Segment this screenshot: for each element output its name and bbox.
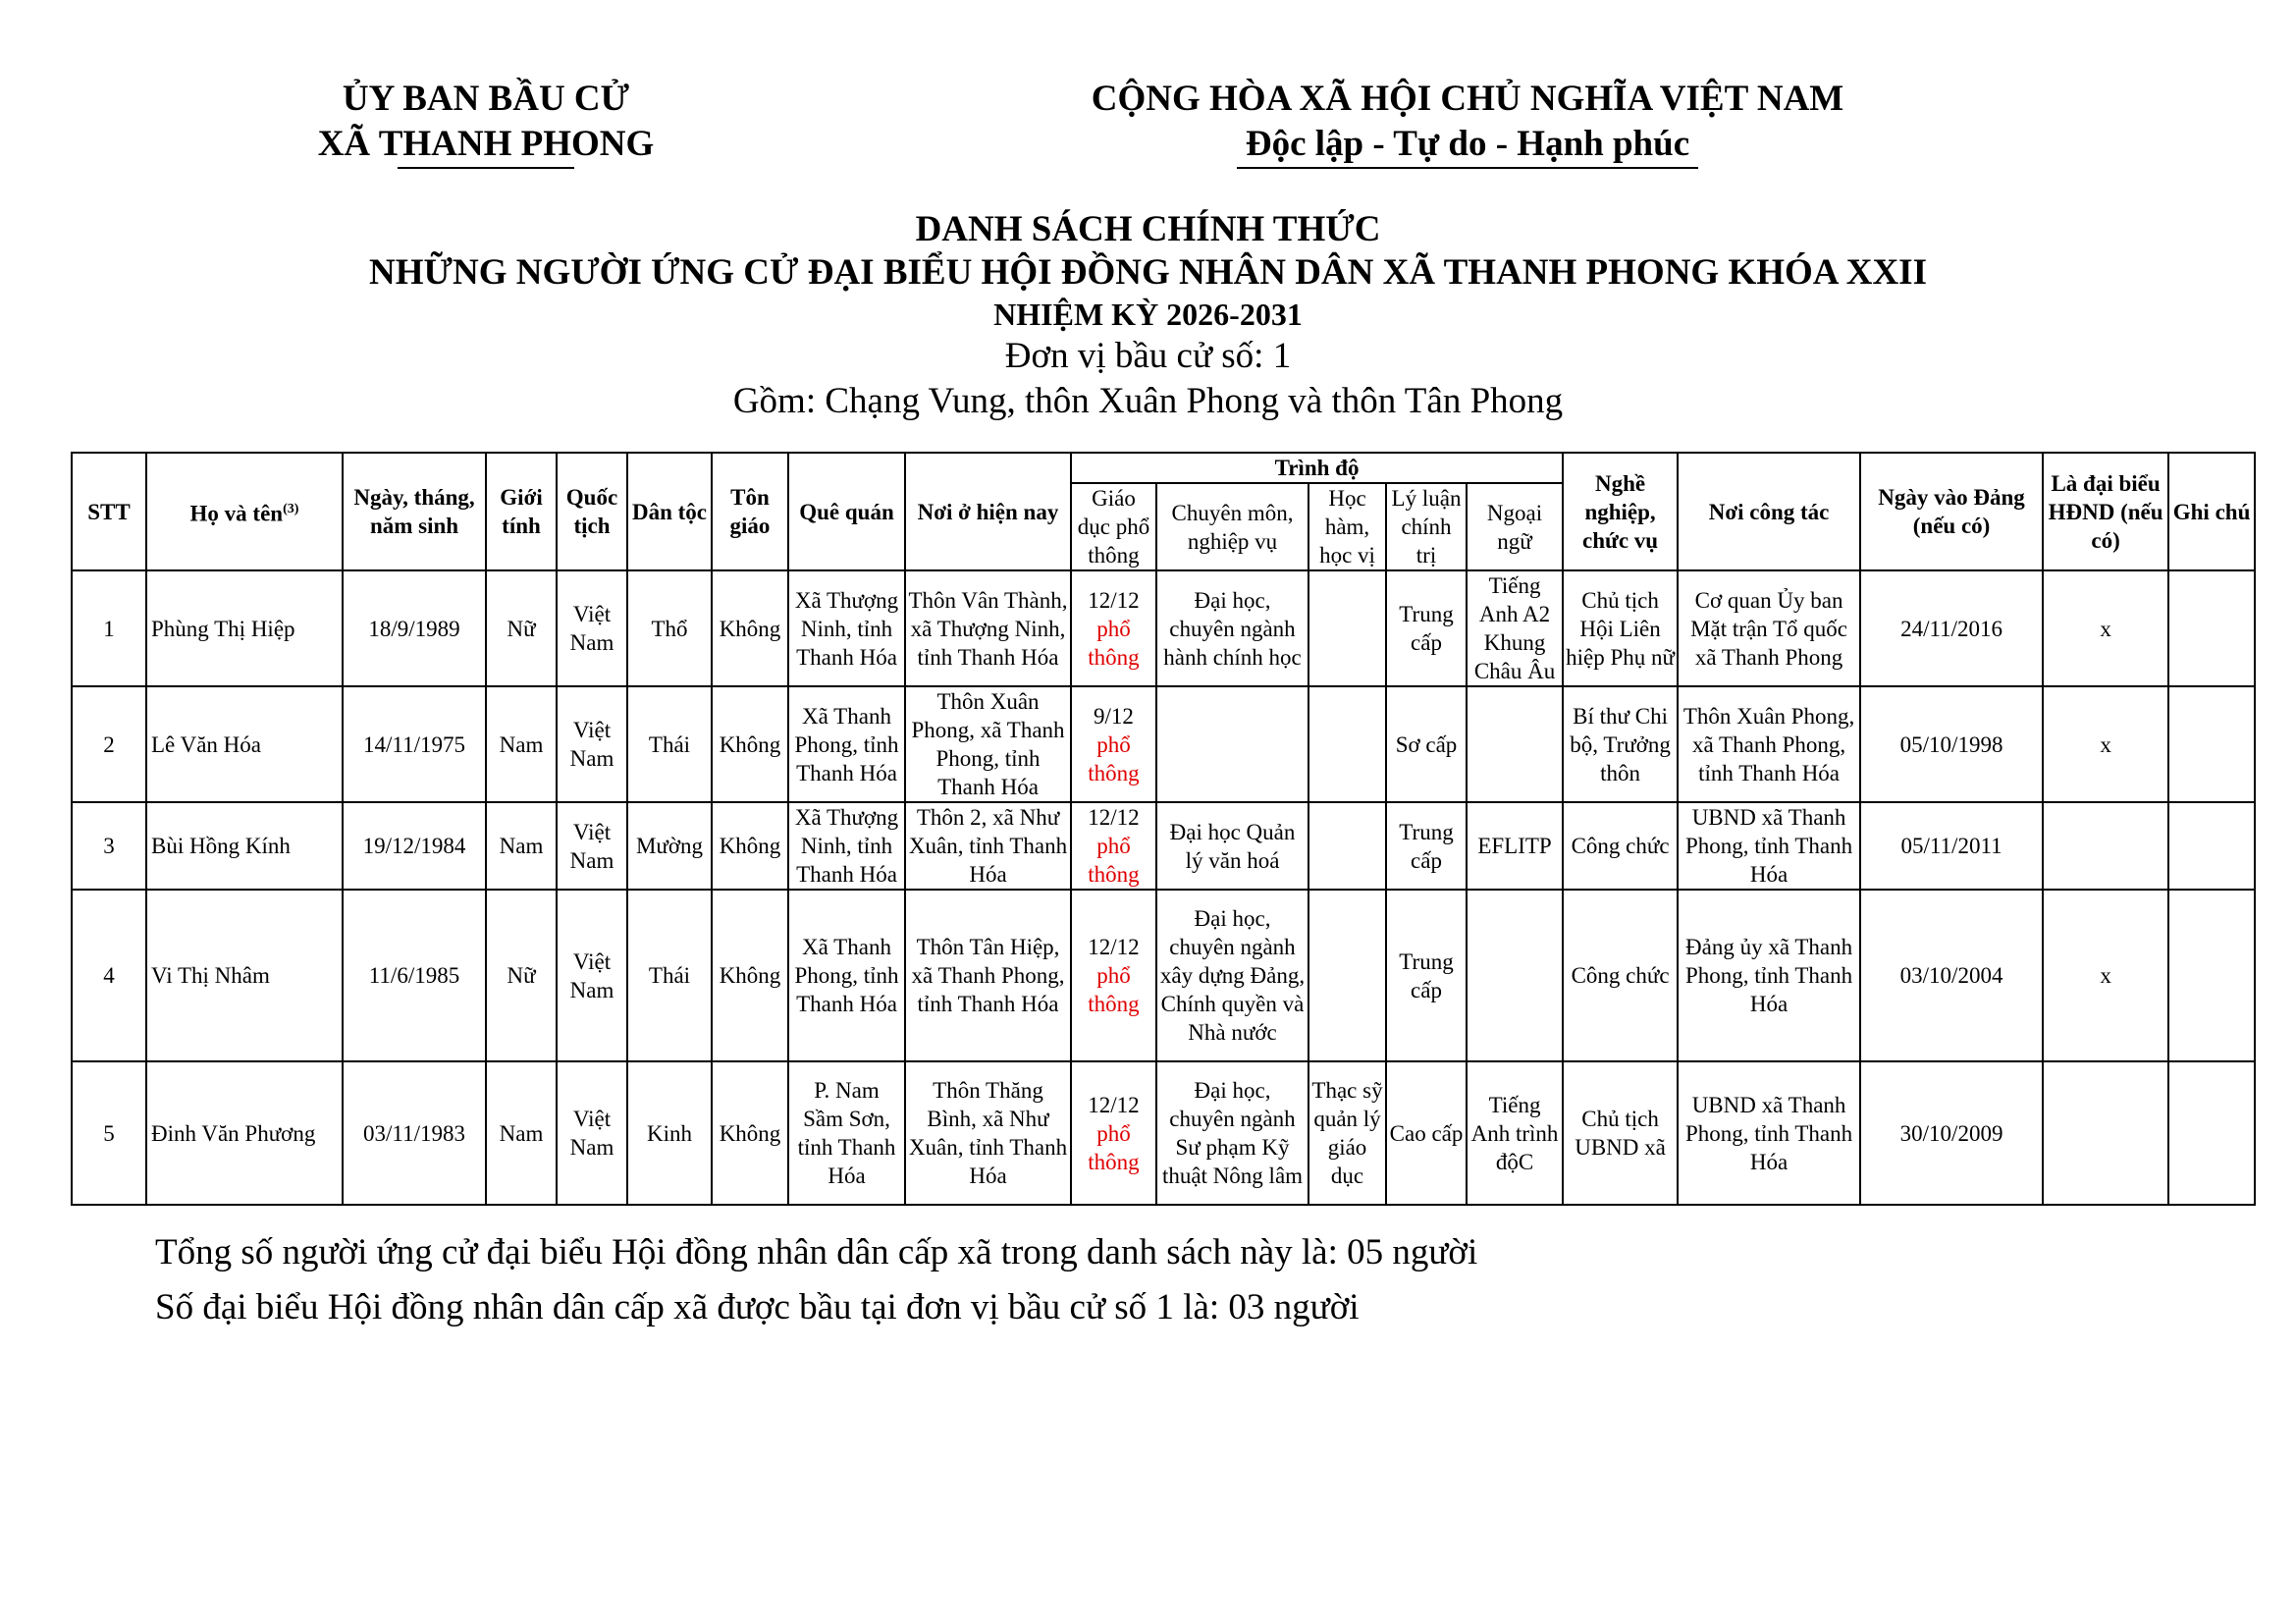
cell-note — [2168, 802, 2255, 890]
header-name — [146, 453, 343, 570]
cell-gender: Nữ — [486, 890, 557, 1061]
edu-label: phổ thông — [1088, 834, 1140, 887]
header-workplace: Nơi công tác — [1678, 453, 1860, 570]
cell-gender: Nữ — [486, 570, 557, 686]
cell-gender: Nam — [486, 686, 557, 802]
cell-name: Vi Thị Nhâm — [146, 890, 343, 1061]
cell-party-date: 05/10/1998 — [1860, 686, 2043, 802]
table-row — [72, 1061, 2255, 1205]
header-gender: Giới tính — [486, 453, 557, 570]
header-name-note: (3) — [283, 502, 299, 517]
authority-underline — [398, 167, 574, 169]
cell-name: Bùi Hồng Kính — [146, 802, 343, 890]
electoral-unit: Đơn vị bầu cử số: 1 — [1004, 336, 1292, 376]
cell-dob: 19/12/1984 — [343, 802, 486, 890]
authority-line-2: XÃ THANH PHONG — [317, 124, 655, 164]
cell-party-date: 30/10/2009 — [1860, 1061, 2043, 1205]
cell-hdnd — [2043, 802, 2168, 890]
cell-nationality: Việt Nam — [557, 802, 627, 890]
cell-hdnd — [2043, 1061, 2168, 1205]
cell-workplace: UBND xã Thanh Phong, tỉnh Thanh Hóa — [1678, 1061, 1860, 1205]
edu-grade: 9/12 — [1094, 703, 1134, 729]
cell-stt: 2 — [72, 686, 146, 802]
cell-general-education — [1071, 802, 1156, 890]
cell-religion: Không — [712, 890, 788, 1061]
header-name-label: Họ và tên — [189, 501, 284, 526]
cell-religion: Không — [712, 686, 788, 802]
cell-name: Phùng Thị Hiệp — [146, 570, 343, 686]
cell-political: Cao cấp — [1386, 1061, 1467, 1205]
cell-residence: Thôn Thăng Bình, xã Như Xuân, tỉnh Thanh Hóa — [905, 1061, 1071, 1205]
cell-nationality: Việt Nam — [557, 686, 627, 802]
cell-nationality: Việt Nam — [557, 570, 627, 686]
cell-language: Tiếng Anh trình độC — [1467, 1061, 1563, 1205]
table-row — [72, 686, 2255, 802]
edu-grade: 12/12 — [1088, 935, 1140, 959]
cell-general-education — [1071, 1061, 1156, 1205]
edu-grade: 12/12 — [1088, 1092, 1140, 1117]
electoral-unit-areas: Gồm: Chạng Vung, thôn Xuân Phong và thôn Tân Phong — [732, 381, 1564, 421]
cell-occupation: Công chức — [1563, 890, 1678, 1061]
header-general-education: Giáo dục phổ thông — [1071, 483, 1156, 570]
cell-note — [2168, 686, 2255, 802]
cell-nationality: Việt Nam — [557, 890, 627, 1061]
table-row — [72, 890, 2255, 1061]
edu-label: phổ thông — [1088, 616, 1140, 670]
cell-residence: Thôn Xuân Phong, xã Thanh Phong, tỉnh Thanh Hóa — [905, 686, 1071, 802]
table-row — [72, 802, 2255, 890]
cell-specialty: Đại học Quản lý văn hoá — [1156, 802, 1308, 890]
header-religion: Tôn giáo — [712, 453, 788, 570]
cell-ethnicity: Kinh — [627, 1061, 712, 1205]
cell-residence: Thôn Tân Hiệp, xã Thanh Phong, tỉnh Thanh Hóa — [905, 890, 1071, 1061]
cell-gender: Nam — [486, 1061, 557, 1205]
header-political: Lý luận chính trị — [1386, 483, 1467, 570]
edu-label: phổ thông — [1088, 731, 1140, 785]
cell-stt: 1 — [72, 570, 146, 686]
header-residence: Nơi ở hiện nay — [905, 453, 1071, 570]
cell-gender: Nam — [486, 802, 557, 890]
cell-ethnicity: Thổ — [627, 570, 712, 686]
national-header — [982, 77, 1953, 169]
cell-workplace: Cơ quan Ủy ban Mặt trận Tổ quốc xã Thanh Phong — [1678, 570, 1860, 686]
cell-workplace: Đảng ủy xã Thanh Phong, tỉnh Thanh Hóa — [1678, 890, 1860, 1061]
motto-underline — [1237, 167, 1698, 169]
header-dob: Ngày, tháng, năm sinh — [343, 453, 486, 570]
cell-ethnicity: Thái — [627, 686, 712, 802]
cell-hometown: Xã Thượng Ninh, tỉnh Thanh Hóa — [788, 802, 905, 890]
header-hdnd: Là đại biểu HĐND (nếu có) — [2043, 453, 2168, 570]
cell-occupation: Chủ tịch Hội Liên hiệp Phụ nữ — [1563, 570, 1678, 686]
header-education-group: Trình độ — [1071, 453, 1563, 483]
cell-note — [2168, 570, 2255, 686]
table-row — [72, 570, 2255, 686]
cell-residence: Thôn 2, xã Như Xuân, tỉnh Thanh Hóa — [905, 802, 1071, 890]
cell-academic — [1308, 570, 1386, 686]
cell-party-date: 05/11/2011 — [1860, 802, 2043, 890]
document-title: DANH SÁCH CHÍNH THỨC — [915, 209, 1381, 249]
header-hometown: Quê quán — [788, 453, 905, 570]
cell-nationality: Việt Nam — [557, 1061, 627, 1205]
cell-ethnicity: Thái — [627, 890, 712, 1061]
document-subtitle: NHỮNG NGƯỜI ỨNG CỬ ĐẠI BIỂU HỘI ĐỒNG NHÂN DÂN XÃ THANH PHONG KHÓA XXII — [369, 252, 1927, 293]
issuing-authority — [196, 77, 775, 169]
cell-stt: 5 — [72, 1061, 146, 1205]
header-occupation: Nghề nghiệp, chức vụ — [1563, 453, 1678, 570]
candidate-table — [71, 452, 2256, 1206]
term-line: NHIỆM KỲ 2026-2031 — [993, 297, 1303, 332]
edu-label: phổ thông — [1088, 963, 1140, 1016]
cell-political: Trung cấp — [1386, 890, 1467, 1061]
cell-language: EFLITP — [1467, 802, 1563, 890]
header-stt: STT — [72, 453, 146, 570]
summary-seats: Số đại biểu Hội đồng nhân dân cấp xã được bầu tại đơn vị bầu cử số 1 là: 03 người — [155, 1287, 1360, 1327]
header-ethnicity: Dân tộc — [627, 453, 712, 570]
summary — [155, 1225, 1477, 1335]
country-motto: Độc lập - Tự do - Hạnh phúc — [1245, 124, 1690, 164]
cell-name: Đinh Văn Phương — [146, 1061, 343, 1205]
authority-line-1: ỦY BAN BẦU CỬ — [342, 79, 630, 119]
cell-academic: Thạc sỹ quản lý giáo dục — [1308, 1061, 1386, 1205]
header-note: Ghi chú — [2168, 453, 2255, 570]
cell-political: Trung cấp — [1386, 802, 1467, 890]
cell-hometown: Xã Thanh Phong, tỉnh Thanh Hóa — [788, 686, 905, 802]
header-specialty: Chuyên môn, nghiệp vụ — [1156, 483, 1308, 570]
edu-label: phổ thông — [1088, 1120, 1140, 1174]
cell-specialty: Đại học, chuyên ngành xây dựng Đảng, Chính quyền và Nhà nước — [1156, 890, 1308, 1061]
cell-hdnd: x — [2043, 890, 2168, 1061]
cell-language — [1467, 686, 1563, 802]
cell-occupation: Công chức — [1563, 802, 1678, 890]
cell-hometown: Xã Thượng Ninh, tỉnh Thanh Hóa — [788, 570, 905, 686]
cell-general-education — [1071, 686, 1156, 802]
cell-religion: Không — [712, 1061, 788, 1205]
cell-ethnicity: Mường — [627, 802, 712, 890]
cell-specialty: Đại học, chuyên ngành hành chính học — [1156, 570, 1308, 686]
country-name: CỘNG HÒA XÃ HỘI CHỦ NGHĨA VIỆT NAM — [1091, 79, 1844, 119]
cell-hometown: P. Nam Sầm Sơn, tỉnh Thanh Hóa — [788, 1061, 905, 1205]
edu-grade: 12/12 — [1088, 587, 1140, 613]
document-titles — [0, 208, 2296, 424]
cell-language — [1467, 890, 1563, 1061]
cell-note — [2168, 1061, 2255, 1205]
header-nationality: Quốc tịch — [557, 453, 627, 570]
cell-political: Trung cấp — [1386, 570, 1467, 686]
cell-academic — [1308, 802, 1386, 890]
cell-residence: Thôn Vân Thành, xã Thượng Ninh, tỉnh Thanh Hóa — [905, 570, 1071, 686]
cell-hometown: Xã Thanh Phong, tỉnh Thanh Hóa — [788, 890, 905, 1061]
cell-dob: 03/11/1983 — [343, 1061, 486, 1205]
cell-stt: 4 — [72, 890, 146, 1061]
header-academic: Học hàm, học vị — [1308, 483, 1386, 570]
cell-party-date: 24/11/2016 — [1860, 570, 2043, 686]
cell-name: Lê Văn Hóa — [146, 686, 343, 802]
cell-general-education — [1071, 890, 1156, 1061]
cell-workplace: UBND xã Thanh Phong, tỉnh Thanh Hóa — [1678, 802, 1860, 890]
header-party-date: Ngày vào Đảng (nếu có) — [1860, 453, 2043, 570]
cell-occupation: Chủ tịch UBND xã — [1563, 1061, 1678, 1205]
cell-dob: 11/6/1985 — [343, 890, 486, 1061]
cell-specialty — [1156, 686, 1308, 802]
cell-religion: Không — [712, 570, 788, 686]
cell-occupation: Bí thư Chi bộ, Trưởng thôn — [1563, 686, 1678, 802]
cell-political: Sơ cấp — [1386, 686, 1467, 802]
cell-note — [2168, 890, 2255, 1061]
header-language: Ngoại ngữ — [1467, 483, 1563, 570]
cell-hdnd: x — [2043, 570, 2168, 686]
cell-workplace: Thôn Xuân Phong, xã Thanh Phong, tỉnh Thanh Hóa — [1678, 686, 1860, 802]
cell-hdnd: x — [2043, 686, 2168, 802]
cell-religion: Không — [712, 802, 788, 890]
edu-grade: 12/12 — [1088, 805, 1140, 830]
cell-specialty: Đại học, chuyên ngành Sư phạm Kỹ thuật Nông lâm — [1156, 1061, 1308, 1205]
summary-total-candidates: Tổng số người ứng cử đại biểu Hội đồng nhân dân cấp xã trong danh sách này là: 05 người — [155, 1232, 1478, 1272]
cell-academic — [1308, 890, 1386, 1061]
cell-language: Tiếng Anh A2 Khung Châu Âu — [1467, 570, 1563, 686]
cell-dob: 14/11/1975 — [343, 686, 486, 802]
cell-party-date: 03/10/2004 — [1860, 890, 2043, 1061]
cell-dob: 18/9/1989 — [343, 570, 486, 686]
cell-stt: 3 — [72, 802, 146, 890]
cell-general-education — [1071, 570, 1156, 686]
cell-academic — [1308, 686, 1386, 802]
